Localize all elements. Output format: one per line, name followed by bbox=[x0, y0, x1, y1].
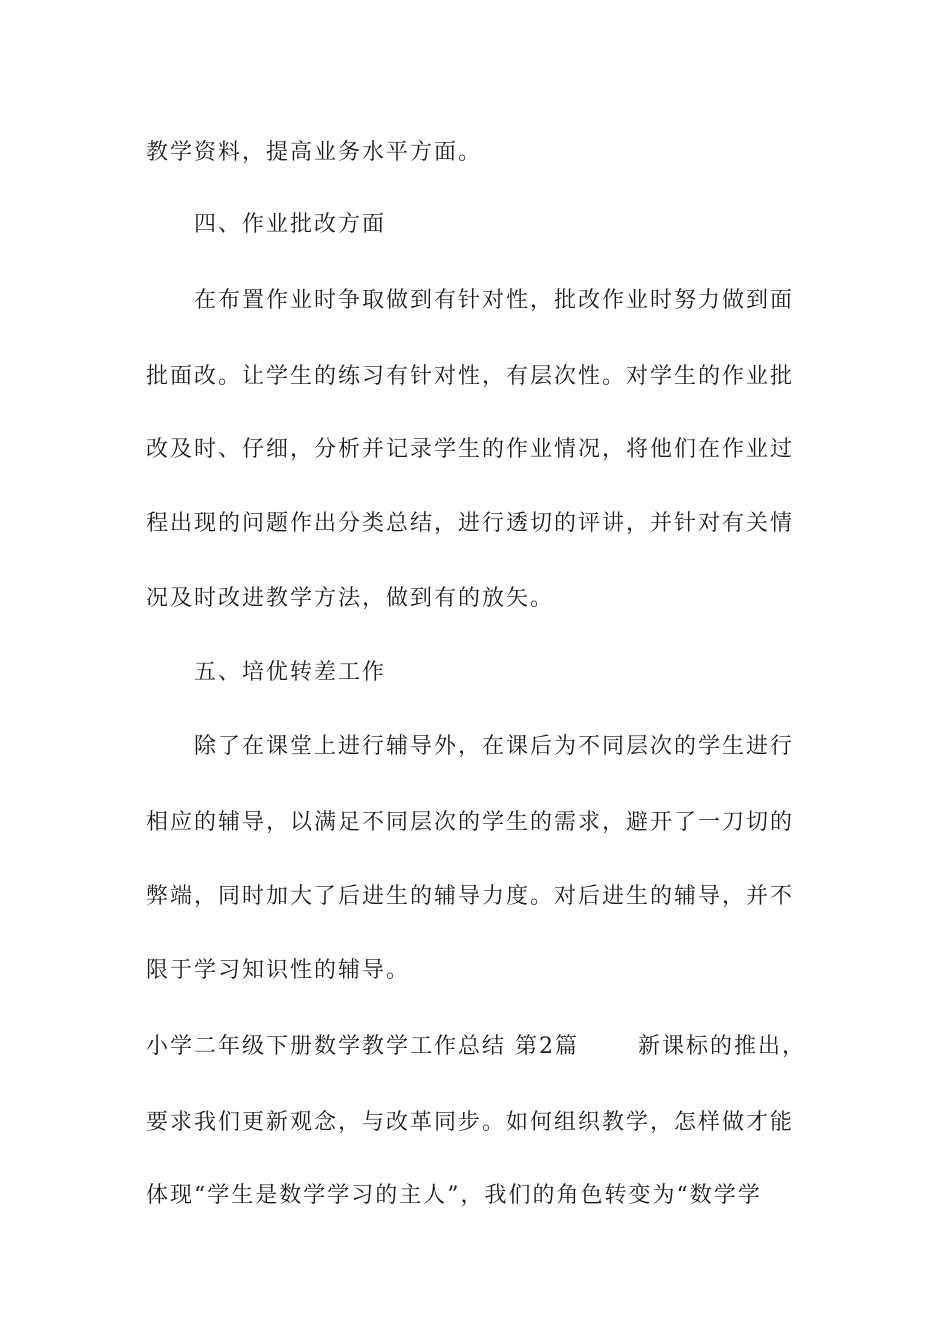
paragraph-line: 况及时改进教学方法，做到有的放矢。 bbox=[146, 586, 555, 611]
article-title-line bbox=[146, 1032, 806, 1062]
article-start-text: 新课标的推出， bbox=[637, 1034, 806, 1059]
article-title: 小学二年级下册数学教学工作总结 第2篇 bbox=[146, 1034, 579, 1059]
paragraph-line: 弊端，同时加大了后进生的辅导力度。对后进生的辅导，并不 bbox=[146, 884, 795, 909]
paragraph-line: 相应的辅导，以满足不同层次的学生的需求，避开了一刀切的 bbox=[146, 810, 795, 835]
paragraph-line: 教学资料，提高业务水平方面。 bbox=[146, 140, 483, 165]
paragraph-line: 改及时、仔细，分析并记录学生的作业情况，将他们在作业过 bbox=[146, 437, 795, 462]
paragraph-line: 批面改。让学生的练习有针对性，有层次性。对学生的作业批 bbox=[146, 364, 795, 389]
paragraph-line: 要求我们更新观念，与改革同步。如何组织教学，怎样做才能 bbox=[146, 1110, 795, 1135]
paragraph-line: 程出现的问题作出分类总结，进行透切的评讲，并针对有关情 bbox=[146, 511, 795, 536]
paragraph-line: 在布置作业时争取做到有针对性，批改作业时努力做到面 bbox=[194, 288, 795, 313]
paragraph-line: 除了在课堂上进行辅导外，在课后为不同层次的学生进行 bbox=[194, 734, 795, 759]
paragraph-line: 限于学习知识性的辅导。 bbox=[146, 958, 411, 983]
section-heading-4: 四、作业批改方面 bbox=[194, 212, 387, 237]
paragraph-line: 体现“学生是数学学习的主人”，我们的角色转变为“数学学 bbox=[146, 1183, 762, 1208]
section-heading-5: 五、培优转差工作 bbox=[194, 660, 387, 685]
